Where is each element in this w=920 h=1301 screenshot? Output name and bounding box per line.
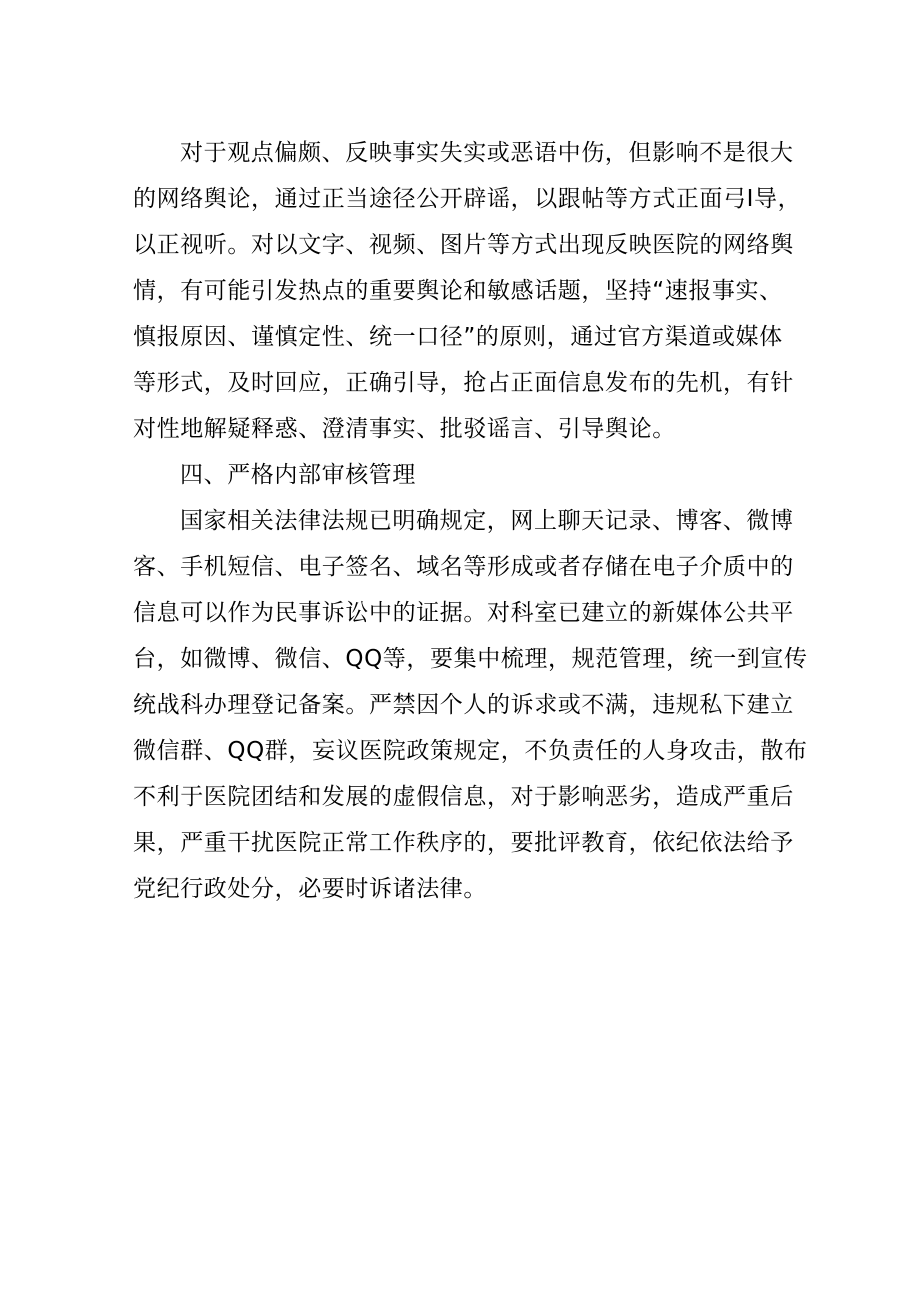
paragraph-line: 国家相关法律法规已明确规定，网上聊天记录、博客、微博: [180, 508, 794, 534]
paragraph-line: 对性地解疑释惑、澄清事实、批驳谣言、引导舆论。: [133, 416, 676, 442]
paragraph-line: 情，有可能引发热点的重要舆论和敏感话题，坚持“速报事实、: [133, 278, 783, 304]
paragraph-line: 客、手机短信、电子签名、域名等形成或者存储在电子介质中的: [133, 554, 794, 580]
paragraph-line: 果，严重干扰医院正常工作秩序的，要批评教育，依纪依法给予: [133, 830, 794, 856]
paragraph-line: 党纪行政处分，必要时诉诸法律。: [133, 876, 487, 902]
paragraph-line: 统战科办理登记备案。严禁因个人的诉求或不满，违规私下建立: [133, 692, 794, 718]
paragraph-line: 的网络舆论，通过正当途径公开辟谣，以跟帖等方式正面弓I导，: [133, 186, 802, 212]
section-heading: 四、严格内部审核管理: [180, 462, 416, 488]
paragraph-line: 以正视听。对以文字、视频、图片等方式出现反映医院的网络舆: [133, 232, 794, 258]
paragraph-line: 台，如微博、微信、QQ等，要集中梳理，规范管理，统一到宣传: [133, 646, 808, 672]
paragraph-line: 等形式，及时回应，正确引导，抢占正面信息发布的先机，有针: [133, 370, 794, 396]
paragraph-line: 微信群、QQ群，妄议医院政策规定，不负责任的人身攻击，散布: [133, 738, 808, 764]
document-body: [133, 130, 808, 912]
paragraph-line: 慎报原因、谨慎定性、统一口径”的原则，通过官方渠道或媒体: [133, 324, 783, 350]
paragraph-line: 不利于医院团结和发展的虚假信息，对于影响恶劣，造成严重后: [133, 784, 794, 810]
paragraph-line: 对于观点偏颇、反映事实失实或恶语中伤，但影响不是很大: [180, 140, 794, 166]
paragraph-line: 信息可以作为民事诉讼中的证据。对科室已建立的新媒体公共平: [133, 600, 794, 626]
